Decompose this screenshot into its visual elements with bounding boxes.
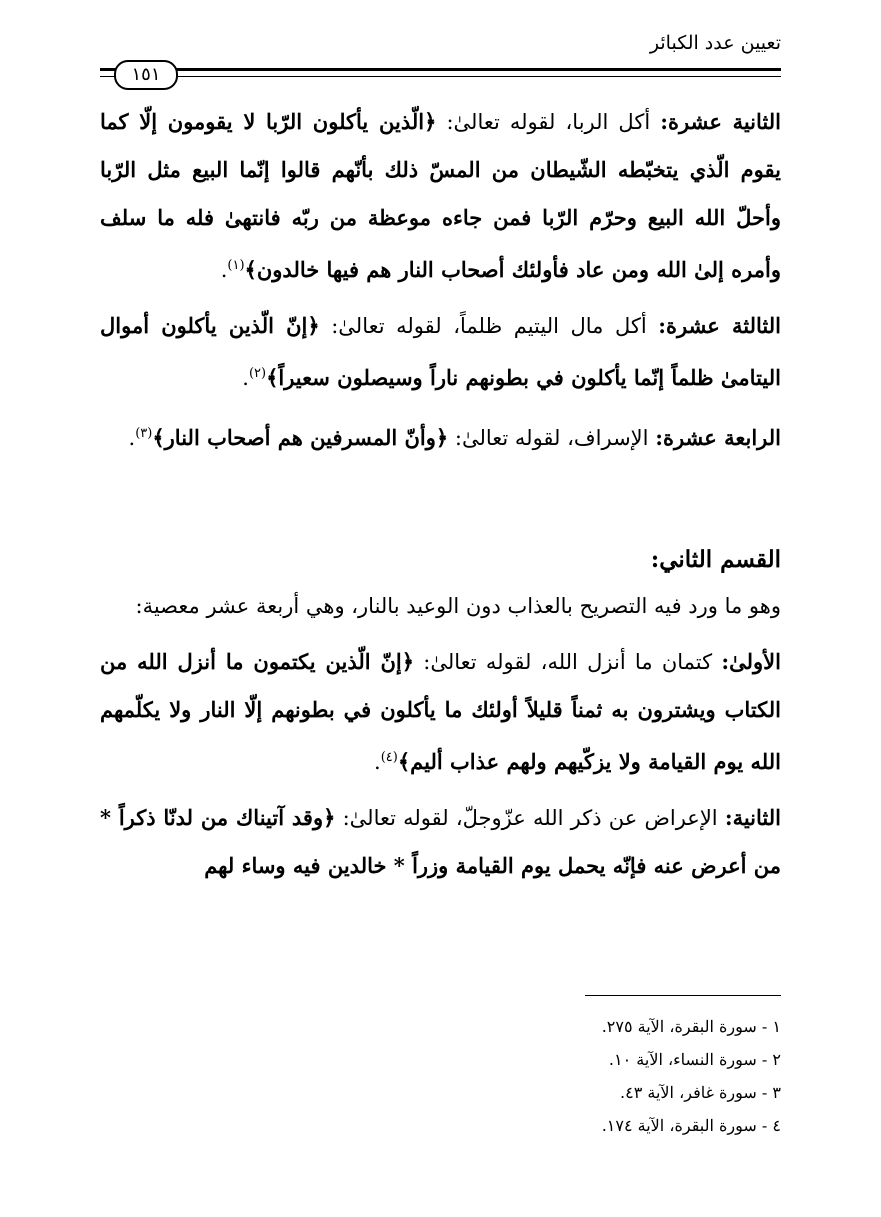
header-rule-thin: [172, 76, 781, 77]
footnote-ref[interactable]: (١): [227, 258, 245, 273]
footnote-item: ١ - سورة البقرة، الآية ٢٧٥.: [601, 1017, 781, 1036]
quran-verse: ﴿الّذين يأكلون الرّبا لا يقومون إلّا كما يقوم الّذي يتخبّطه الشّيطان من المسّ ذلك بأنّهم قالوا إنّما البيع مثل الرّبا وأحلّ الله البيع وحرّم الرّبا فمن جاءه موعظة من ربّه فانتهىٰ فله ما سلف وأمره إلىٰ الله ومن عاد فأولئك أصحاب النار هم فيها خالدون﴾: [100, 109, 781, 282]
quran-verse: ﴿وقد آتيناك من لدنّا ذكراً * من أعرض عنه فإنّه يحمل يوم القيامة وزراً * خالدين فيه وساء لهم: [100, 805, 781, 878]
paragraph-lead: الثانية عشرة:: [660, 109, 781, 134]
section-spacer: [100, 470, 781, 536]
footnote-item: ٢ - سورة النساء، الآية ١٠.: [608, 1050, 781, 1069]
footnotes: [602, 1010, 781, 1142]
paragraph-first: [100, 638, 781, 786]
footnote-ref[interactable]: (٣): [135, 426, 153, 441]
paragraph-thirteenth: [100, 302, 781, 402]
paragraph-lead: الثانية:: [724, 805, 781, 830]
paragraph-intro: كتمان ما أنزل الله، لقوله تعالىٰ:: [414, 650, 722, 674]
footnote-separator: [585, 995, 781, 996]
quran-verse: ﴿إنّ الّذين يكتمون ما أنزل الله من الكتاب ويشترون به ثمناً قليلاً أولئك ما يأكلون في بطونهم إلّا النار ولا يكلّمهم الله يوم القيامة ولا يزكّيهم ولهم عذاب أليم﴾: [100, 649, 781, 774]
quran-verse: ﴿إنّ الّذين يأكلون أموال اليتامىٰ ظلماً إنّما يأكلون في بطونهم ناراً وسيصلون سعيراً﴾: [100, 313, 781, 390]
paragraph-end: .: [128, 426, 136, 450]
paragraph-end: .: [374, 750, 381, 774]
main-text: [100, 98, 781, 898]
paragraph-intro: أكل الربا، لقوله تعالىٰ:: [436, 110, 661, 134]
paragraph-lead: الأولىٰ:: [721, 649, 781, 674]
footnote-ref[interactable]: (٤): [380, 750, 398, 765]
paragraph-lead: الثالثة عشرة:: [658, 313, 781, 338]
footnote-item: ٣ - سورة غافر، الآية ٤٣.: [620, 1083, 781, 1102]
footnote-ref[interactable]: (٢): [248, 366, 267, 381]
paragraph-intro: أكل مال اليتيم ظلماً، لقوله تعالىٰ:: [319, 314, 659, 338]
paragraph-intro: الإعراض عن ذكر الله عزّوجلّ، لقوله تعالىٰ:: [335, 806, 725, 830]
section-heading: القسم الثاني:: [650, 546, 781, 573]
paragraph-end: .: [242, 366, 249, 390]
running-title: تعيين عدد الكبائر: [649, 32, 781, 54]
paragraph-fourteenth: [100, 410, 781, 462]
paragraph-twelfth: [100, 98, 781, 294]
header-rule-thick: [172, 68, 781, 71]
section-description: وهو ما ورد فيه التصريح بالعذاب دون الوعيد بالنار، وهي أربعة عشر معصية:: [135, 594, 781, 618]
paragraph-lead: الرابعة عشرة:: [655, 425, 781, 450]
page-number: ١٥١: [114, 60, 178, 90]
footnote-item: ٤ - سورة البقرة، الآية ١٧٤.: [601, 1116, 781, 1135]
paragraph-second: [100, 794, 781, 890]
quran-verse: ﴿وأنّ المسرفين هم أصحاب النار﴾: [152, 425, 449, 450]
paragraph-intro: الإسراف، لقوله تعالىٰ:: [448, 426, 656, 450]
paragraph-end: .: [220, 258, 228, 282]
